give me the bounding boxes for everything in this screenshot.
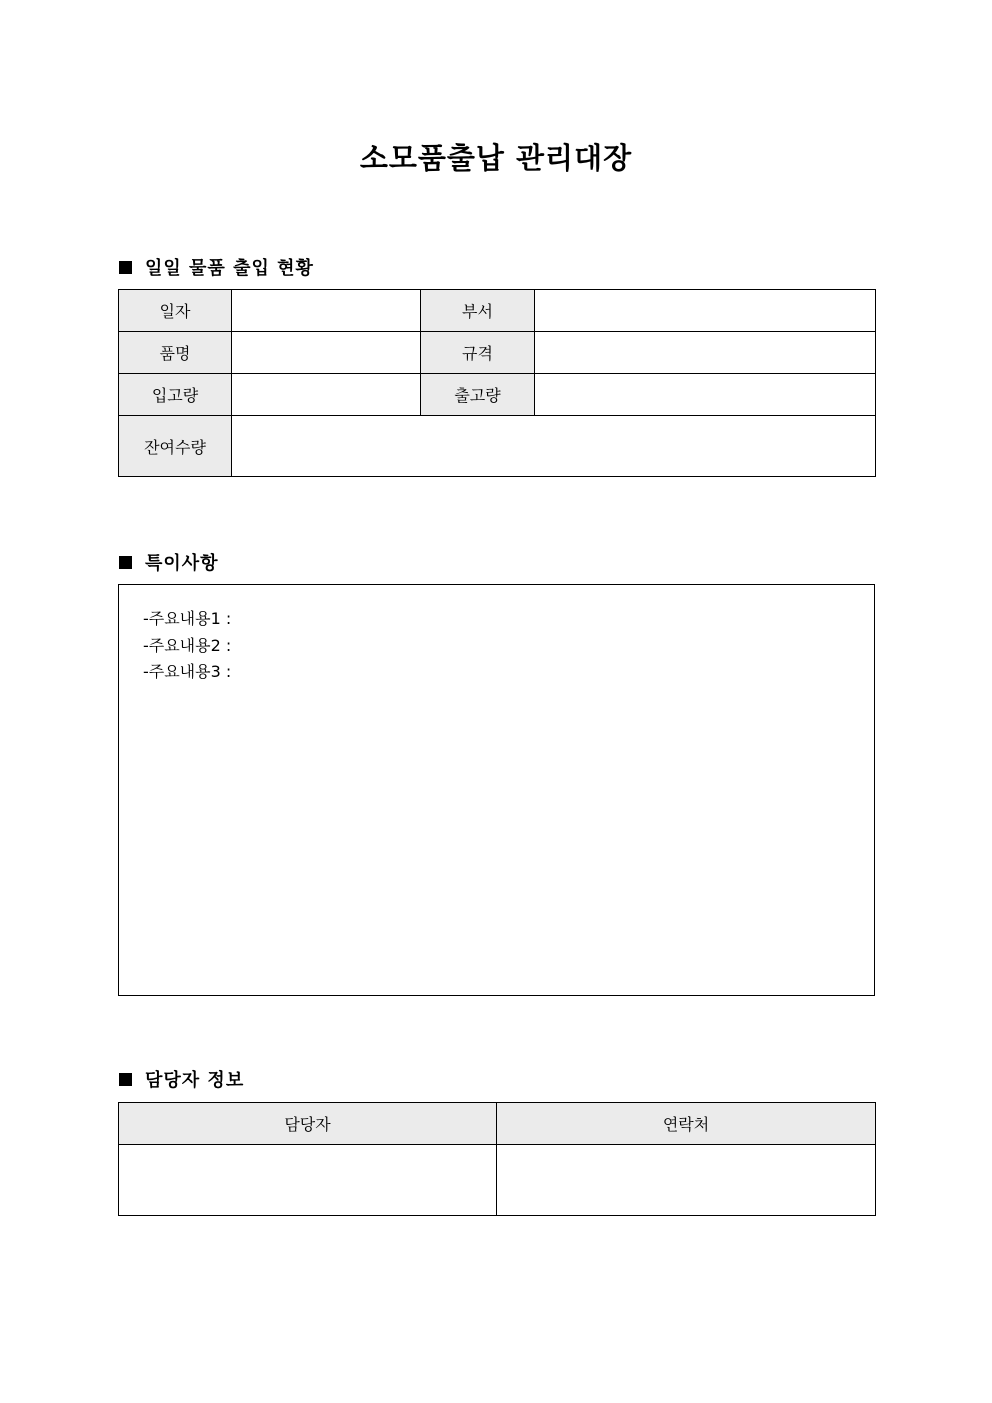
page-title: 소모품출납 관리대장 bbox=[359, 141, 633, 175]
out-qty-field[interactable] bbox=[535, 374, 876, 416]
table-header-row bbox=[119, 1103, 876, 1145]
dept-field[interactable] bbox=[535, 290, 876, 332]
header-contact: 연락처 bbox=[497, 1103, 876, 1145]
in-qty-field[interactable] bbox=[232, 374, 421, 416]
section-heading-notes bbox=[119, 549, 219, 575]
table-row bbox=[119, 1145, 876, 1216]
remain-field[interactable] bbox=[232, 416, 876, 477]
note-line-2: -주요내용2 : bbox=[143, 636, 232, 655]
section-heading-daily bbox=[119, 254, 314, 280]
note-line-1: -주요내용1 : bbox=[143, 609, 232, 628]
note-line-3: -주요내용3 : bbox=[143, 662, 232, 681]
notes-box[interactable] bbox=[118, 584, 875, 996]
manager-table bbox=[118, 1102, 876, 1216]
daily-status-table bbox=[118, 289, 876, 477]
square-bullet-icon bbox=[119, 1073, 132, 1086]
item-field[interactable] bbox=[232, 332, 421, 374]
section-heading-text: 특이사항 bbox=[145, 553, 219, 574]
section-heading-manager bbox=[119, 1066, 244, 1092]
table-row bbox=[119, 290, 876, 332]
label-date: 일자 bbox=[119, 290, 232, 332]
label-remain: 잔여수량 bbox=[119, 416, 232, 477]
table-row bbox=[119, 374, 876, 416]
label-out-qty: 출고량 bbox=[421, 374, 535, 416]
section-heading-text: 일일 물품 출입 현황 bbox=[145, 258, 314, 279]
square-bullet-icon bbox=[119, 261, 132, 274]
table-row bbox=[119, 332, 876, 374]
manager-field[interactable] bbox=[119, 1145, 497, 1216]
section-heading-text: 담당자 정보 bbox=[145, 1070, 245, 1091]
date-field[interactable] bbox=[232, 290, 421, 332]
header-manager: 담당자 bbox=[119, 1103, 497, 1145]
label-dept: 부서 bbox=[421, 290, 535, 332]
table-row bbox=[119, 416, 876, 477]
label-in-qty: 입고량 bbox=[119, 374, 232, 416]
square-bullet-icon bbox=[119, 556, 132, 569]
label-spec: 규격 bbox=[421, 332, 535, 374]
label-item: 품명 bbox=[119, 332, 232, 374]
spec-field[interactable] bbox=[535, 332, 876, 374]
contact-field[interactable] bbox=[497, 1145, 876, 1216]
